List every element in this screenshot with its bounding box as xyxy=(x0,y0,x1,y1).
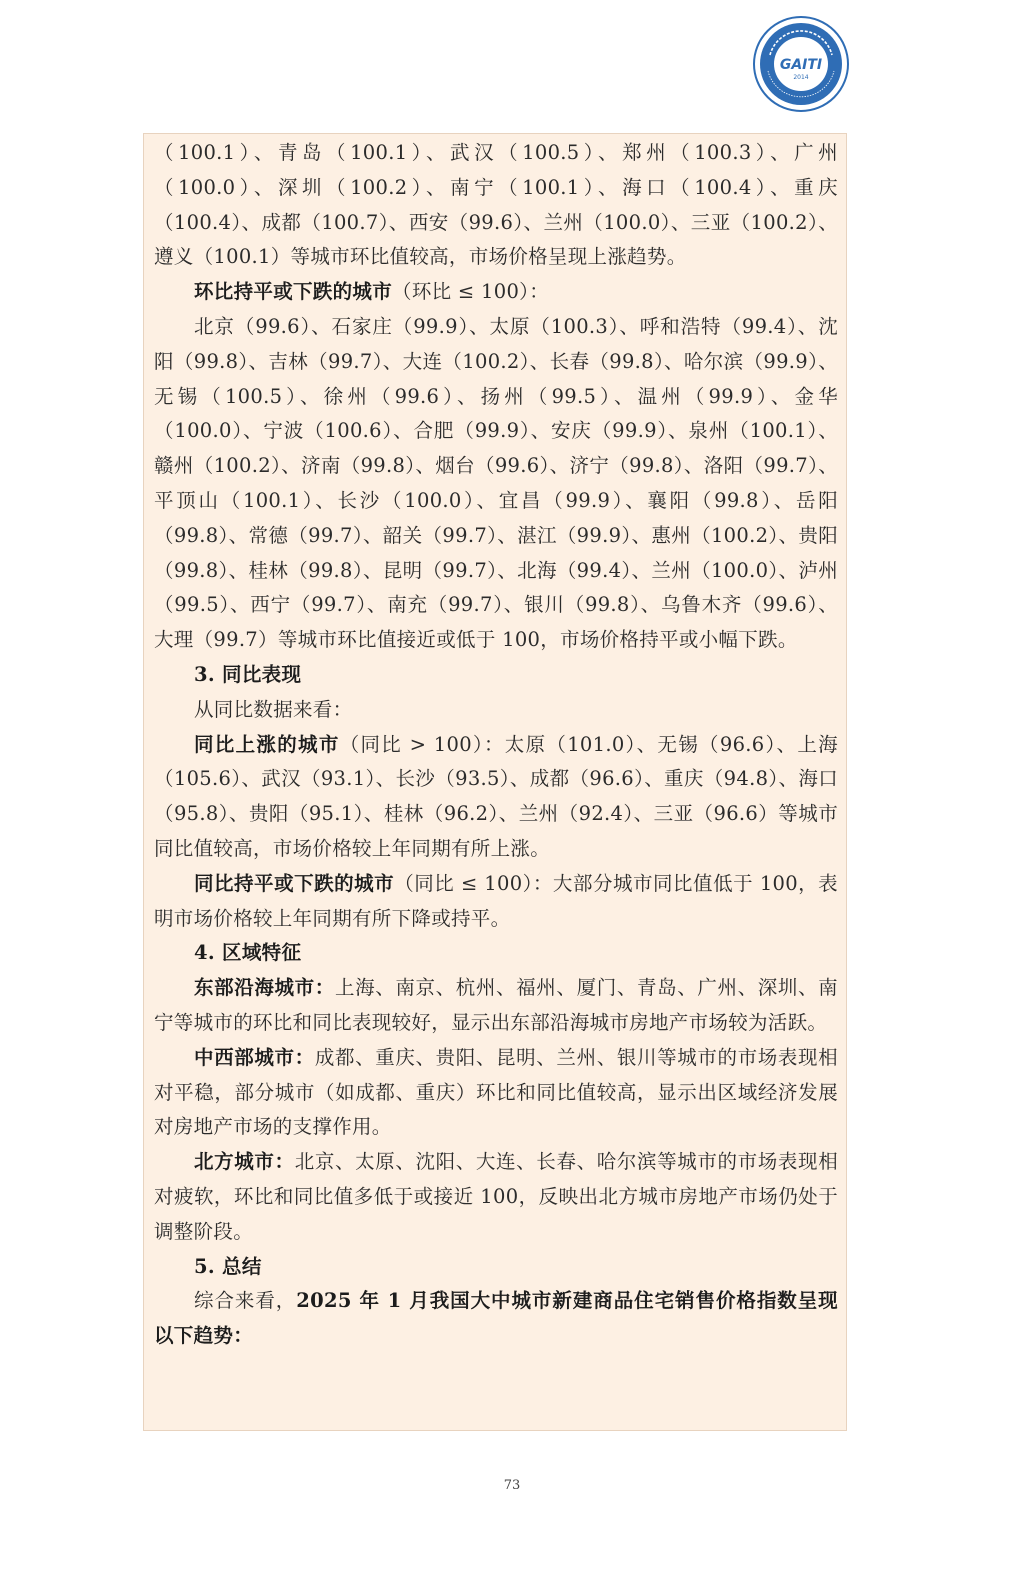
bold-text: 4. 区域特征 xyxy=(194,941,302,965)
bold-text: 中西部城市： xyxy=(194,1045,315,1069)
bold-text: 同比持平或下跌的城市 xyxy=(194,871,395,895)
paragraph xyxy=(154,310,838,658)
body-text: （同比 > 100）：太原（101.0）、无锡（96.6）、上海（105.6）、武汉（93.1）、长沙（93.5）、成都（96.6）、重庆（94.8）、海口（95.8）、贵阳（95.1）、桂林（96.2）、兰州（92.4）、三亚（96.6）等城市同比值较高，市场价格较上年同期有所上涨。 xyxy=(154,732,838,860)
body-text: 综合来看， xyxy=(194,1289,297,1313)
paragraph xyxy=(154,1145,838,1249)
paragraph xyxy=(154,275,838,310)
svg-text:2014: 2014 xyxy=(793,74,809,81)
body-text: 上海、南京、杭州、福州、厦门、青岛、广州、深圳、南宁等城市的环比和同比表现较好，显示出东部沿海城市房地产市场较为活跃。 xyxy=(154,976,838,1034)
bold-text: 东部沿海城市： xyxy=(194,976,335,1000)
body-text: （环比 ≤ 100）： xyxy=(392,280,550,304)
bold-text: 北方城市： xyxy=(194,1150,295,1174)
body-text: 成都、重庆、贵阳、昆明、兰州、银川等城市的市场表现相对平稳，部分城市（如成都、重庆）环比和同比值较高，显示出区域经济发展对房地产市场的支撑作用。 xyxy=(154,1045,838,1139)
bold-text: 2025 年 1 月我国大中城市新建商品住宅销售价格指数呈现以下趋势： xyxy=(154,1289,838,1348)
body-text: （100.1）、青岛（100.1）、武汉（100.5）、郑州（100.3）、广州（100.0）、深圳（100.2）、南宁（100.1）、海口（100.4）、重庆（100.4）、成都（100.7）、西安（99.6）、兰州（100.0）、三亚（100.2）、遵义（100.1）等城市环比值较高，市场价格呈现上涨趋势。 xyxy=(154,141,838,269)
logo-seal-icon xyxy=(752,15,850,113)
bold-text: 环比持平或下跌的城市 xyxy=(194,280,393,304)
paragraph xyxy=(154,1284,838,1354)
bold-text: 5. 总结 xyxy=(194,1254,262,1278)
bold-text: 3. 同比表现 xyxy=(194,662,302,686)
body-text: 北京（99.6）、石家庄（99.9）、太原（100.3）、呼和浩特（99.4）、沈阳（99.8）、吉林（99.7）、大连（100.2）、长春（99.8）、哈尔滨（99.9）、无锡（100.5）、徐州（99.6）、扬州（99.5）、温州（99.9）、金华（100.0）、宁波（100.6）、合肥（99.9）、安庆（99.9）、泉州（100.1）、赣州（100.2）、济南（99.8）、烟台（99.6）、济宁（99.8）、洛阳（99.7）、平顶山（100.1）、长沙（100.0）、宜昌（99.9）、襄阳（99.8）、岳阳（99.8）、常德（99.7）、韶关（99.7）、湛江（99.9）、惠州（100.2）、贵阳（99.8）、桂林（99.8）、昆明（99.7）、北海（99.4）、兰州（100.0）、泸州（99.5）、西宁（99.7）、南充（99.7）、银川（99.8）、乌鲁木齐（99.6）、大理（99.7）等城市环比值接近或低于 100，市场价格持平或小幅下跌。 xyxy=(154,314,838,652)
paragraph xyxy=(154,867,838,937)
body-text: 从同比数据来看： xyxy=(194,697,353,721)
svg-text:GAITI: GAITI xyxy=(779,57,823,73)
page-number: 73 xyxy=(503,1478,521,1493)
paragraph xyxy=(154,1041,838,1145)
gaiti-logo xyxy=(752,15,850,113)
bold-text: 同比上涨的城市 xyxy=(194,732,340,756)
paragraph xyxy=(154,693,838,728)
paragraph xyxy=(154,728,838,867)
paragraph xyxy=(154,1250,838,1285)
body-text: 北京、太原、沈阳、大连、长春、哈尔滨等城市的市场表现相对疲软，环比和同比值多低于或接近 100，反映出北方城市房地产市场仍处于调整阶段。 xyxy=(154,1150,838,1243)
body-text: （同比 ≤ 100）：大部分城市同比值低于 100，表明市场价格较上年同期有所下降或持平。 xyxy=(154,871,838,930)
paragraph xyxy=(154,658,838,693)
paragraph xyxy=(154,936,838,971)
paragraph xyxy=(154,971,838,1041)
paragraph xyxy=(154,136,838,275)
document-body xyxy=(154,136,838,1354)
